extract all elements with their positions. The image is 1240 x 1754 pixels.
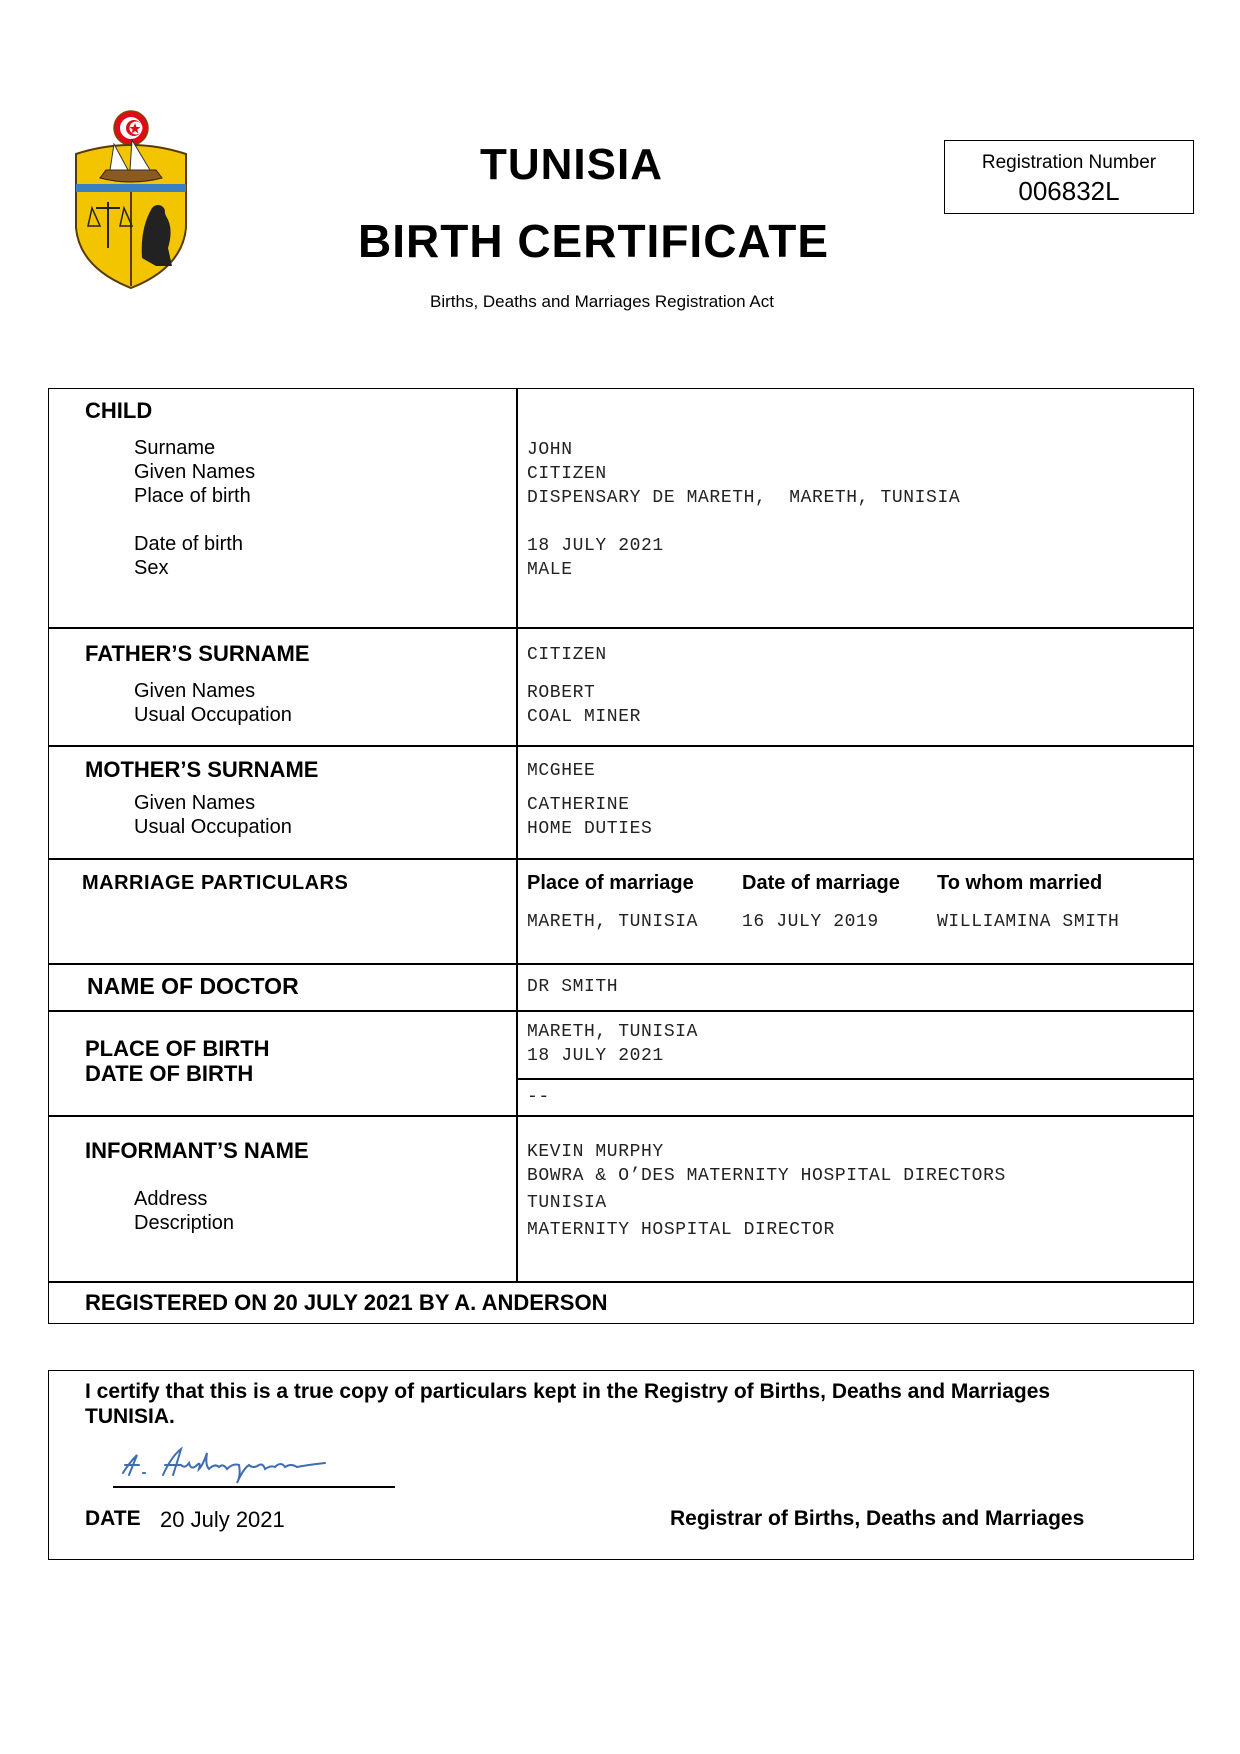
- registration-number-box: [944, 140, 1194, 214]
- registration-number: 006832L: [1018, 176, 1120, 206]
- signature-line: [113, 1486, 395, 1488]
- row-divider: [48, 1281, 1194, 1283]
- row-divider: [516, 1078, 1194, 1080]
- date-of-birth-heading: DATE OF BIRTH: [85, 1061, 254, 1086]
- mother-given-names-value: CATHERINE: [527, 795, 630, 815]
- row-divider: [48, 1010, 1194, 1012]
- date-of-birth-value: 18 JULY 2021: [527, 1046, 664, 1066]
- date-label: DATE: [85, 1507, 141, 1530]
- father-occupation-value: COAL MINER: [527, 707, 642, 727]
- father-occupation-label: Usual Occupation: [134, 704, 292, 726]
- child-sex-value: MALE: [527, 560, 573, 580]
- mother-given-names-label: Given Names: [134, 792, 256, 814]
- informant-address-value: TUNISIA: [527, 1193, 607, 1213]
- birth-extra-value: --: [527, 1087, 550, 1107]
- row-divider: [48, 963, 1194, 965]
- marriage-spouse-value: WILLIAMINA SMITH: [937, 912, 1120, 932]
- informant-address-label: Address: [134, 1188, 208, 1210]
- marriage-place-label: Place of marriage: [527, 872, 694, 894]
- informant-organisation-value: BOWRA & O’DES MATERNITY HOSPITAL DIRECTORS: [527, 1166, 1006, 1186]
- marriage-date-value: 16 JULY 2019: [742, 912, 879, 932]
- father-given-names-value: ROBERT: [527, 683, 596, 703]
- tunisia-coat-of-arms-icon: [70, 108, 192, 294]
- mother-heading: MOTHER’S SURNAME: [85, 757, 319, 782]
- place-of-birth-heading: PLACE OF BIRTH: [85, 1036, 270, 1061]
- row-divider: [48, 745, 1194, 747]
- document-title: BIRTH CERTIFICATE: [358, 215, 830, 267]
- registered-line: REGISTERED ON 20 JULY 2021 BY A. ANDERSON: [85, 1290, 608, 1315]
- certification-statement: I certify that this is a true copy of particulars kept in the Registry of Births, Deaths and Marriages: [85, 1380, 1051, 1403]
- marriage-heading: MARRIAGE PARTICULARS: [82, 872, 349, 894]
- informant-name-value: KEVIN MURPHY: [527, 1142, 664, 1162]
- informant-description-value: MATERNITY HOSPITAL DIRECTOR: [527, 1220, 835, 1240]
- child-heading: CHILD: [85, 398, 153, 423]
- father-surname-value: CITIZEN: [527, 645, 607, 665]
- marriage-date-label: Date of marriage: [742, 872, 900, 894]
- document-title-country: TUNISIA: [480, 140, 663, 189]
- registration-number-label: Registration Number: [981, 152, 1157, 173]
- informant-heading: INFORMANT’S NAME: [85, 1138, 309, 1163]
- row-divider: [48, 627, 1194, 629]
- father-heading: FATHER’S SURNAME: [85, 641, 310, 666]
- certification-statement-country: TUNISIA.: [85, 1405, 175, 1428]
- row-divider: [48, 1115, 1194, 1117]
- child-place-of-birth-label: Place of birth: [134, 485, 251, 507]
- child-surname-label: Surname: [134, 437, 216, 459]
- place-of-birth-value: MARETH, TUNISIA: [527, 1022, 699, 1042]
- child-sex-label: Sex: [134, 557, 169, 579]
- mother-occupation-value: HOME DUTIES: [527, 819, 653, 839]
- mother-surname-value: MCGHEE: [527, 761, 596, 781]
- doctor-name-value: DR SMITH: [527, 977, 619, 997]
- column-divider: [516, 388, 518, 1281]
- mother-occupation-label: Usual Occupation: [134, 816, 292, 838]
- child-place-of-birth-value: DISPENSARY DE MARETH, MARETH, TUNISIA: [527, 488, 961, 508]
- informant-description-label: Description: [134, 1212, 235, 1234]
- registrar-title: Registrar of Births, Deaths and Marriages: [670, 1507, 1085, 1530]
- date-value: 20 July 2021: [160, 1507, 285, 1532]
- child-date-of-birth-value: 18 JULY 2021: [527, 536, 664, 556]
- child-given-names-label: Given Names: [134, 461, 256, 483]
- marriage-place-value: MARETH, TUNISIA: [527, 912, 699, 932]
- doctor-heading: NAME OF DOCTOR: [87, 973, 299, 999]
- row-divider: [48, 858, 1194, 860]
- father-given-names-label: Given Names: [134, 680, 256, 702]
- document-subtitle: Births, Deaths and Marriages Registration Act: [430, 292, 774, 311]
- child-surname-value: JOHN: [527, 440, 573, 460]
- child-given-names-value: CITIZEN: [527, 464, 607, 484]
- child-date-of-birth-label: Date of birth: [134, 533, 243, 555]
- marriage-spouse-label: To whom married: [937, 872, 1103, 894]
